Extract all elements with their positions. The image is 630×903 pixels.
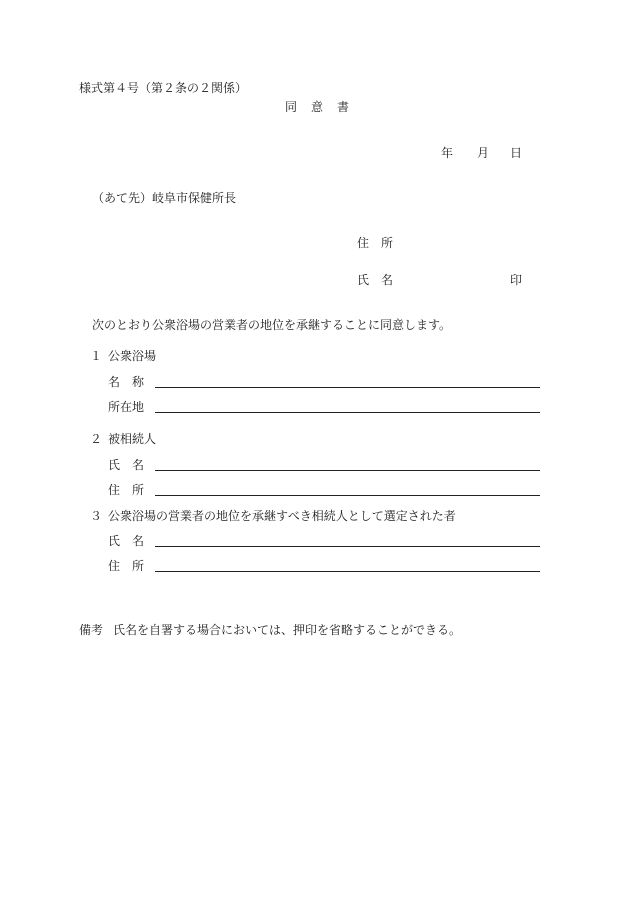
- section-2-heading: 被相続人: [108, 432, 157, 446]
- date-year-label: 年: [441, 146, 454, 160]
- section-2-field-1-line[interactable]: [155, 470, 540, 471]
- date-day-label: 日: [510, 146, 523, 160]
- applicant-address-label: 住 所: [357, 236, 394, 250]
- section-2-field-1-label: 氏 名: [108, 458, 145, 472]
- section-1-field-2-line[interactable]: [155, 412, 540, 413]
- section-3-number: ３: [90, 509, 103, 523]
- applicant-name-label: 氏 名: [357, 273, 394, 287]
- seal-mark: 印: [510, 273, 523, 287]
- remarks-label: 備考: [79, 623, 104, 637]
- form-number: 様式第４号（第２条の２関係）: [79, 81, 248, 95]
- section-3-field-1-label: 氏 名: [108, 534, 145, 548]
- section-3-field-2-label: 住 所: [108, 559, 145, 573]
- section-3-field-1-line[interactable]: [155, 546, 540, 547]
- section-1-field-1-line[interactable]: [155, 387, 540, 388]
- section-3-heading: 公衆浴場の営業者の地位を承継すべき相続人として選定された者: [108, 509, 456, 523]
- section-1-number: １: [90, 349, 103, 363]
- document-title: 同 意 書: [285, 100, 351, 114]
- section-1-heading: 公衆浴場: [108, 349, 157, 363]
- date-month-label: 月: [477, 146, 490, 160]
- section-1-field-2-label: 所在地: [108, 400, 145, 414]
- section-2-field-2-line[interactable]: [155, 495, 540, 496]
- section-1-field-1-label: 名 称: [108, 375, 145, 389]
- addressee: （あて先）岐阜市保健所長: [92, 191, 237, 205]
- section-3-field-2-line[interactable]: [155, 571, 540, 572]
- consent-statement: 次のとおり公衆浴場の営業者の地位を承継することに同意します。: [92, 318, 452, 332]
- section-2-field-2-label: 住 所: [108, 483, 145, 497]
- remarks-text: 氏名を自署する場合においては、押印を省略することができる。: [113, 623, 462, 637]
- section-2-number: ２: [90, 432, 103, 446]
